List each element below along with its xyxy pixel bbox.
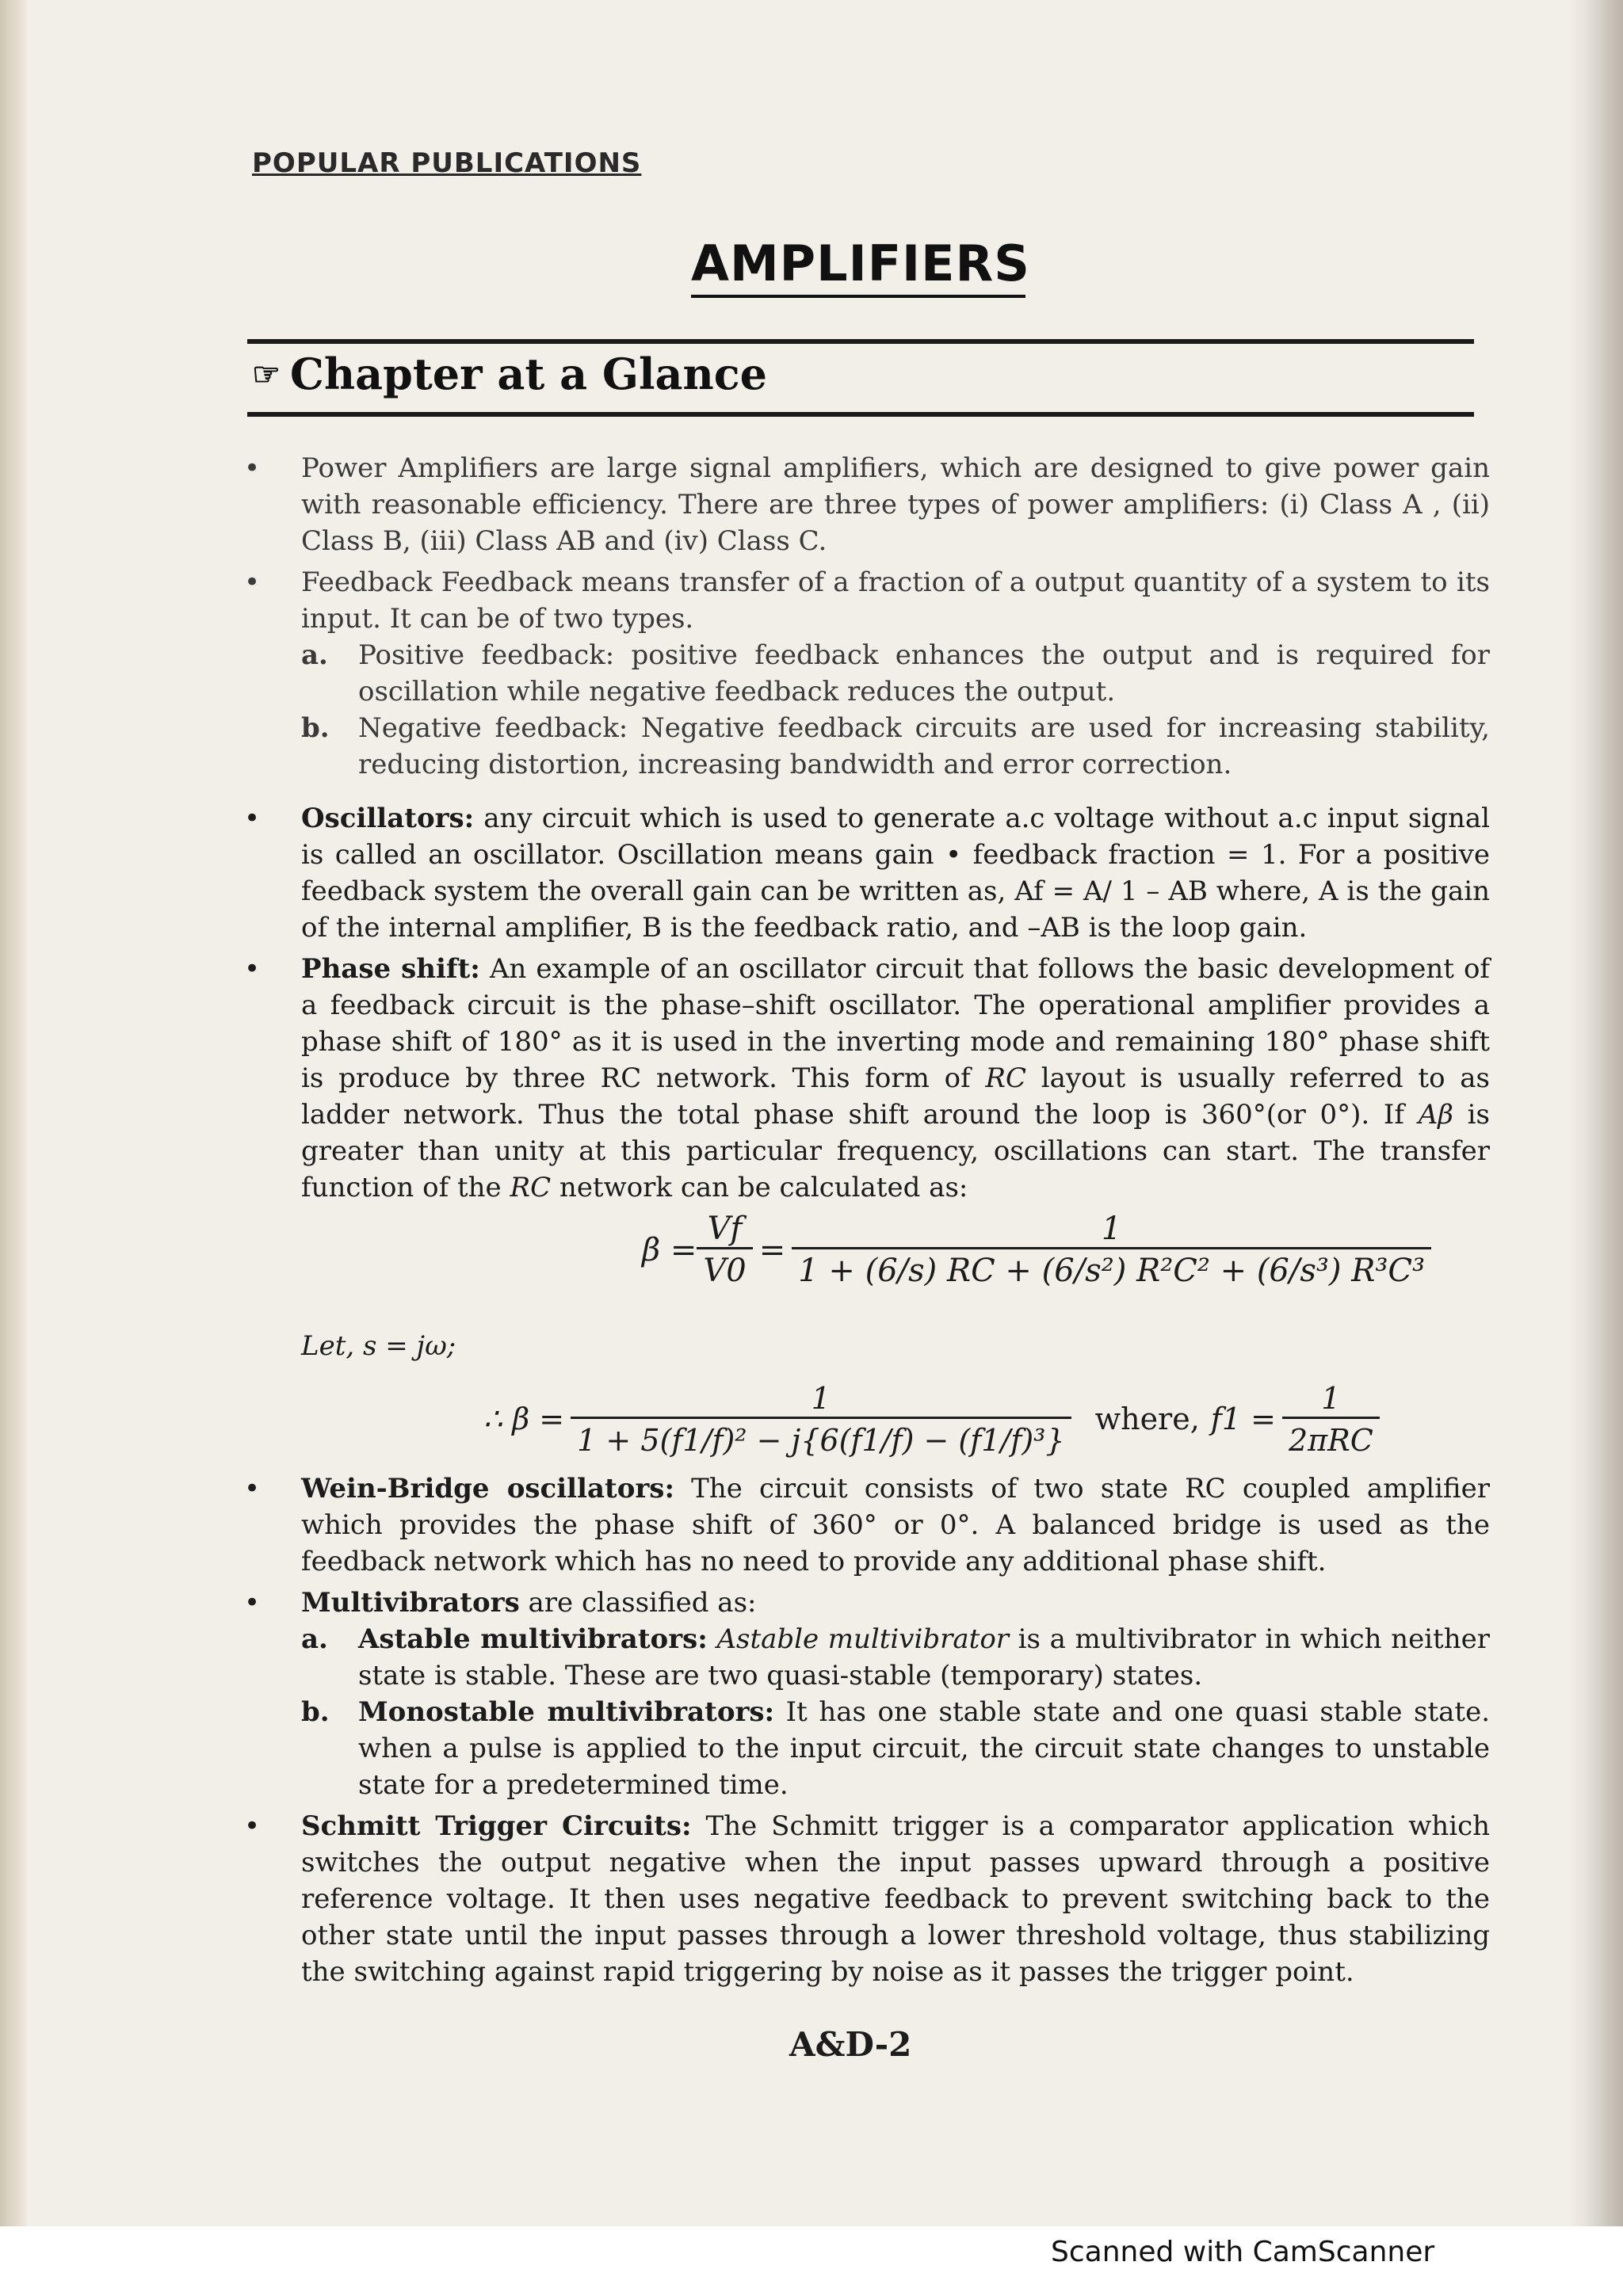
section-heading-text: Chapter at a Glance bbox=[289, 349, 768, 399]
fraction-numerator: 1 bbox=[1321, 1380, 1341, 1416]
page-number: A&D-2 bbox=[789, 2025, 912, 2064]
list-item-schmitt-trigger bbox=[238, 1808, 1490, 1990]
oscillators-text: any circuit which is used to generate a.c voltage without a.c input signal is called an oscillator. Oscillation means gain • feedback fraction = 1. For a positive feedback system the overall gain can be written as, Af = A/ 1 – AB where, A is the gain of the internal amplifier, B is the feedback ratio, and –AB is the loop gain. bbox=[301, 803, 1490, 944]
fraction-beta bbox=[571, 1380, 1071, 1459]
fraction-numerator: 1 bbox=[811, 1380, 831, 1416]
bullet-icon: • bbox=[244, 1810, 261, 1842]
multivibrator-subitem-astable bbox=[301, 1621, 1490, 1694]
oscillators-lead: Oscillators: bbox=[301, 803, 475, 834]
bullet-icon: • bbox=[244, 1473, 261, 1505]
feedback-subitem-negative bbox=[301, 710, 1490, 783]
schmitt-trigger-text: The Schmitt trigger is a comparator application which switches the output negative when the input passes upward through a positive reference voltage. It then uses negative feedback to prevent switching back to the other state until the input passes through a lower threshold voltage, thus stabilizing the switching against rapid triggering by noise as it passes the trigger point. bbox=[301, 1810, 1491, 1988]
positive-feedback-text: Positive feedback: positive feedback enhances the output and is required for oscillation while negative feedback reduces the output. bbox=[358, 639, 1490, 707]
subitem-marker: b. bbox=[301, 1696, 330, 1728]
loop-gain-term: Aβ bbox=[1418, 1099, 1453, 1131]
astable-text: is a multivibrator in which neither state is stable. These are two quasi-stable (temporary) states. bbox=[358, 1623, 1490, 1691]
fraction-denominator: 1 + (6/s) RC + (6/s²) R²C² + (6/s³) R³C³ bbox=[792, 1247, 1431, 1289]
bullet-icon: • bbox=[244, 953, 261, 985]
list-item-phase-shift bbox=[238, 951, 1490, 1463]
monostable-text: It has one stable state and one quasi stable state. when a pulse is applied to the input circuit, the circuit state changes to unstable state for a predetermined time. bbox=[358, 1696, 1490, 1801]
list-item-oscillators bbox=[238, 800, 1490, 946]
pointing-hand-icon: ☞ bbox=[252, 355, 281, 393]
phase-shift-text-3: is greater than unity at this particular frequency, oscillations can start. The transfer function of the bbox=[301, 1099, 1490, 1203]
fraction-denominator: 2πRC bbox=[1282, 1417, 1380, 1459]
wein-bridge-text: The circuit consists of two state RC coupled amplifier which provides the phase shift of 360° or 0°. A balanced bridge is used as the feedback network which has no need to provide any additional phase shift. bbox=[301, 1473, 1490, 1577]
list-item-feedback bbox=[238, 564, 1490, 783]
section-heading bbox=[252, 349, 767, 399]
phase-shift-text-2: layout is usually referred to as ladder network. Thus the total phase shift around the loop is 360°(or 0°). If bbox=[301, 1062, 1490, 1131]
feedback-subitem-positive bbox=[301, 637, 1490, 710]
feedback-text: Feedback means transfer of a fraction of a output quantity of a system to its input. It can be of two types. bbox=[301, 566, 1490, 635]
fraction-numerator: Vf bbox=[707, 1211, 743, 1247]
negative-feedback-text: Negative feedback: Negative feedback circuits are used for increasing stability, reducing distortion, increasing bandwidth and error correction. bbox=[358, 712, 1490, 780]
title-underline bbox=[691, 295, 1025, 298]
fraction-denominator: V0 bbox=[697, 1247, 752, 1289]
frequency-equation bbox=[301, 1375, 1490, 1463]
list-item-multivibrators bbox=[238, 1585, 1490, 1803]
list-item-wein-bridge bbox=[238, 1470, 1490, 1580]
chapter-summary bbox=[238, 450, 1490, 1995]
where-label: where, bbox=[1094, 1402, 1200, 1436]
power-amplifiers-text: Power Amplifiers are large signal amplifiers, which are designed to give power gain with reasonable efficiency. There are three types of power amplifiers: (i) Class A , (ii) Class B, (iii) Class AB and (iv) Class C. bbox=[301, 452, 1490, 557]
bottom-rule bbox=[247, 412, 1474, 417]
f1-label: f1 = bbox=[1210, 1402, 1276, 1436]
rc-term: RC bbox=[510, 1172, 552, 1203]
scan-right-edge bbox=[1568, 0, 1623, 2296]
wein-bridge-lead: Wein-Bridge oscillators: bbox=[301, 1473, 674, 1505]
fraction-f1 bbox=[1282, 1380, 1380, 1459]
subitem-marker: b. bbox=[301, 712, 330, 744]
feedback-lead: Feedback bbox=[301, 566, 433, 598]
monostable-lead: Monostable multivibrators: bbox=[358, 1696, 775, 1728]
equation-beta bbox=[642, 1211, 1431, 1289]
scan-left-edge bbox=[0, 0, 27, 2296]
bullet-icon: • bbox=[244, 452, 261, 484]
page-title: AMPLIFIERS bbox=[691, 235, 1030, 292]
fraction-transfer bbox=[792, 1211, 1431, 1289]
multivibrator-subitem-monostable bbox=[301, 1694, 1490, 1803]
subitem-marker: a. bbox=[301, 1623, 328, 1655]
bullet-icon: • bbox=[244, 803, 261, 834]
equals-sign: = bbox=[758, 1231, 786, 1268]
scanner-watermark: Scanned with CamScanner bbox=[1051, 2236, 1435, 2268]
multivibrators-text: are classified as: bbox=[519, 1587, 757, 1619]
fraction-vf-vo bbox=[697, 1211, 752, 1289]
phase-shift-lead: Phase shift: bbox=[301, 953, 480, 985]
equation-lhs: ∴ β = bbox=[483, 1402, 565, 1436]
top-rule bbox=[247, 339, 1474, 344]
astable-term: Astable multivibrator bbox=[716, 1623, 1010, 1655]
multivibrators-lead: Multivibrators bbox=[301, 1587, 520, 1619]
fraction-denominator: 1 + 5(f1/f)² − j{6(f1/f) − (f1/f)³} bbox=[571, 1417, 1071, 1459]
publisher-name: POPULAR PUBLICATIONS bbox=[252, 147, 642, 179]
rc-term: RC bbox=[985, 1062, 1027, 1094]
transfer-function-equation bbox=[301, 1211, 1490, 1322]
fraction-numerator: 1 bbox=[1101, 1211, 1122, 1247]
substitution-line: Let, s = jω; bbox=[301, 1330, 456, 1362]
bullet-icon: • bbox=[244, 1587, 261, 1619]
list-item-power-amplifiers bbox=[238, 450, 1490, 559]
subitem-marker: a. bbox=[301, 639, 328, 671]
astable-lead: Astable multivibrators: bbox=[358, 1623, 708, 1655]
phase-shift-text-1: An example of an oscillator circuit that follows the basic development of a feedback circuit is the phase–shift oscillator. The operational amplifier provides a phase shift of 180° as it is used in the inverting mode and remaining 180° phase shift is produce by three RC network. This form of bbox=[301, 953, 1490, 1094]
phase-shift-text-4: network can be calculated as: bbox=[551, 1172, 968, 1203]
equation-lhs: β = bbox=[642, 1231, 697, 1268]
schmitt-trigger-lead: Schmitt Trigger Circuits: bbox=[301, 1810, 692, 1842]
bullet-icon: • bbox=[244, 566, 261, 598]
